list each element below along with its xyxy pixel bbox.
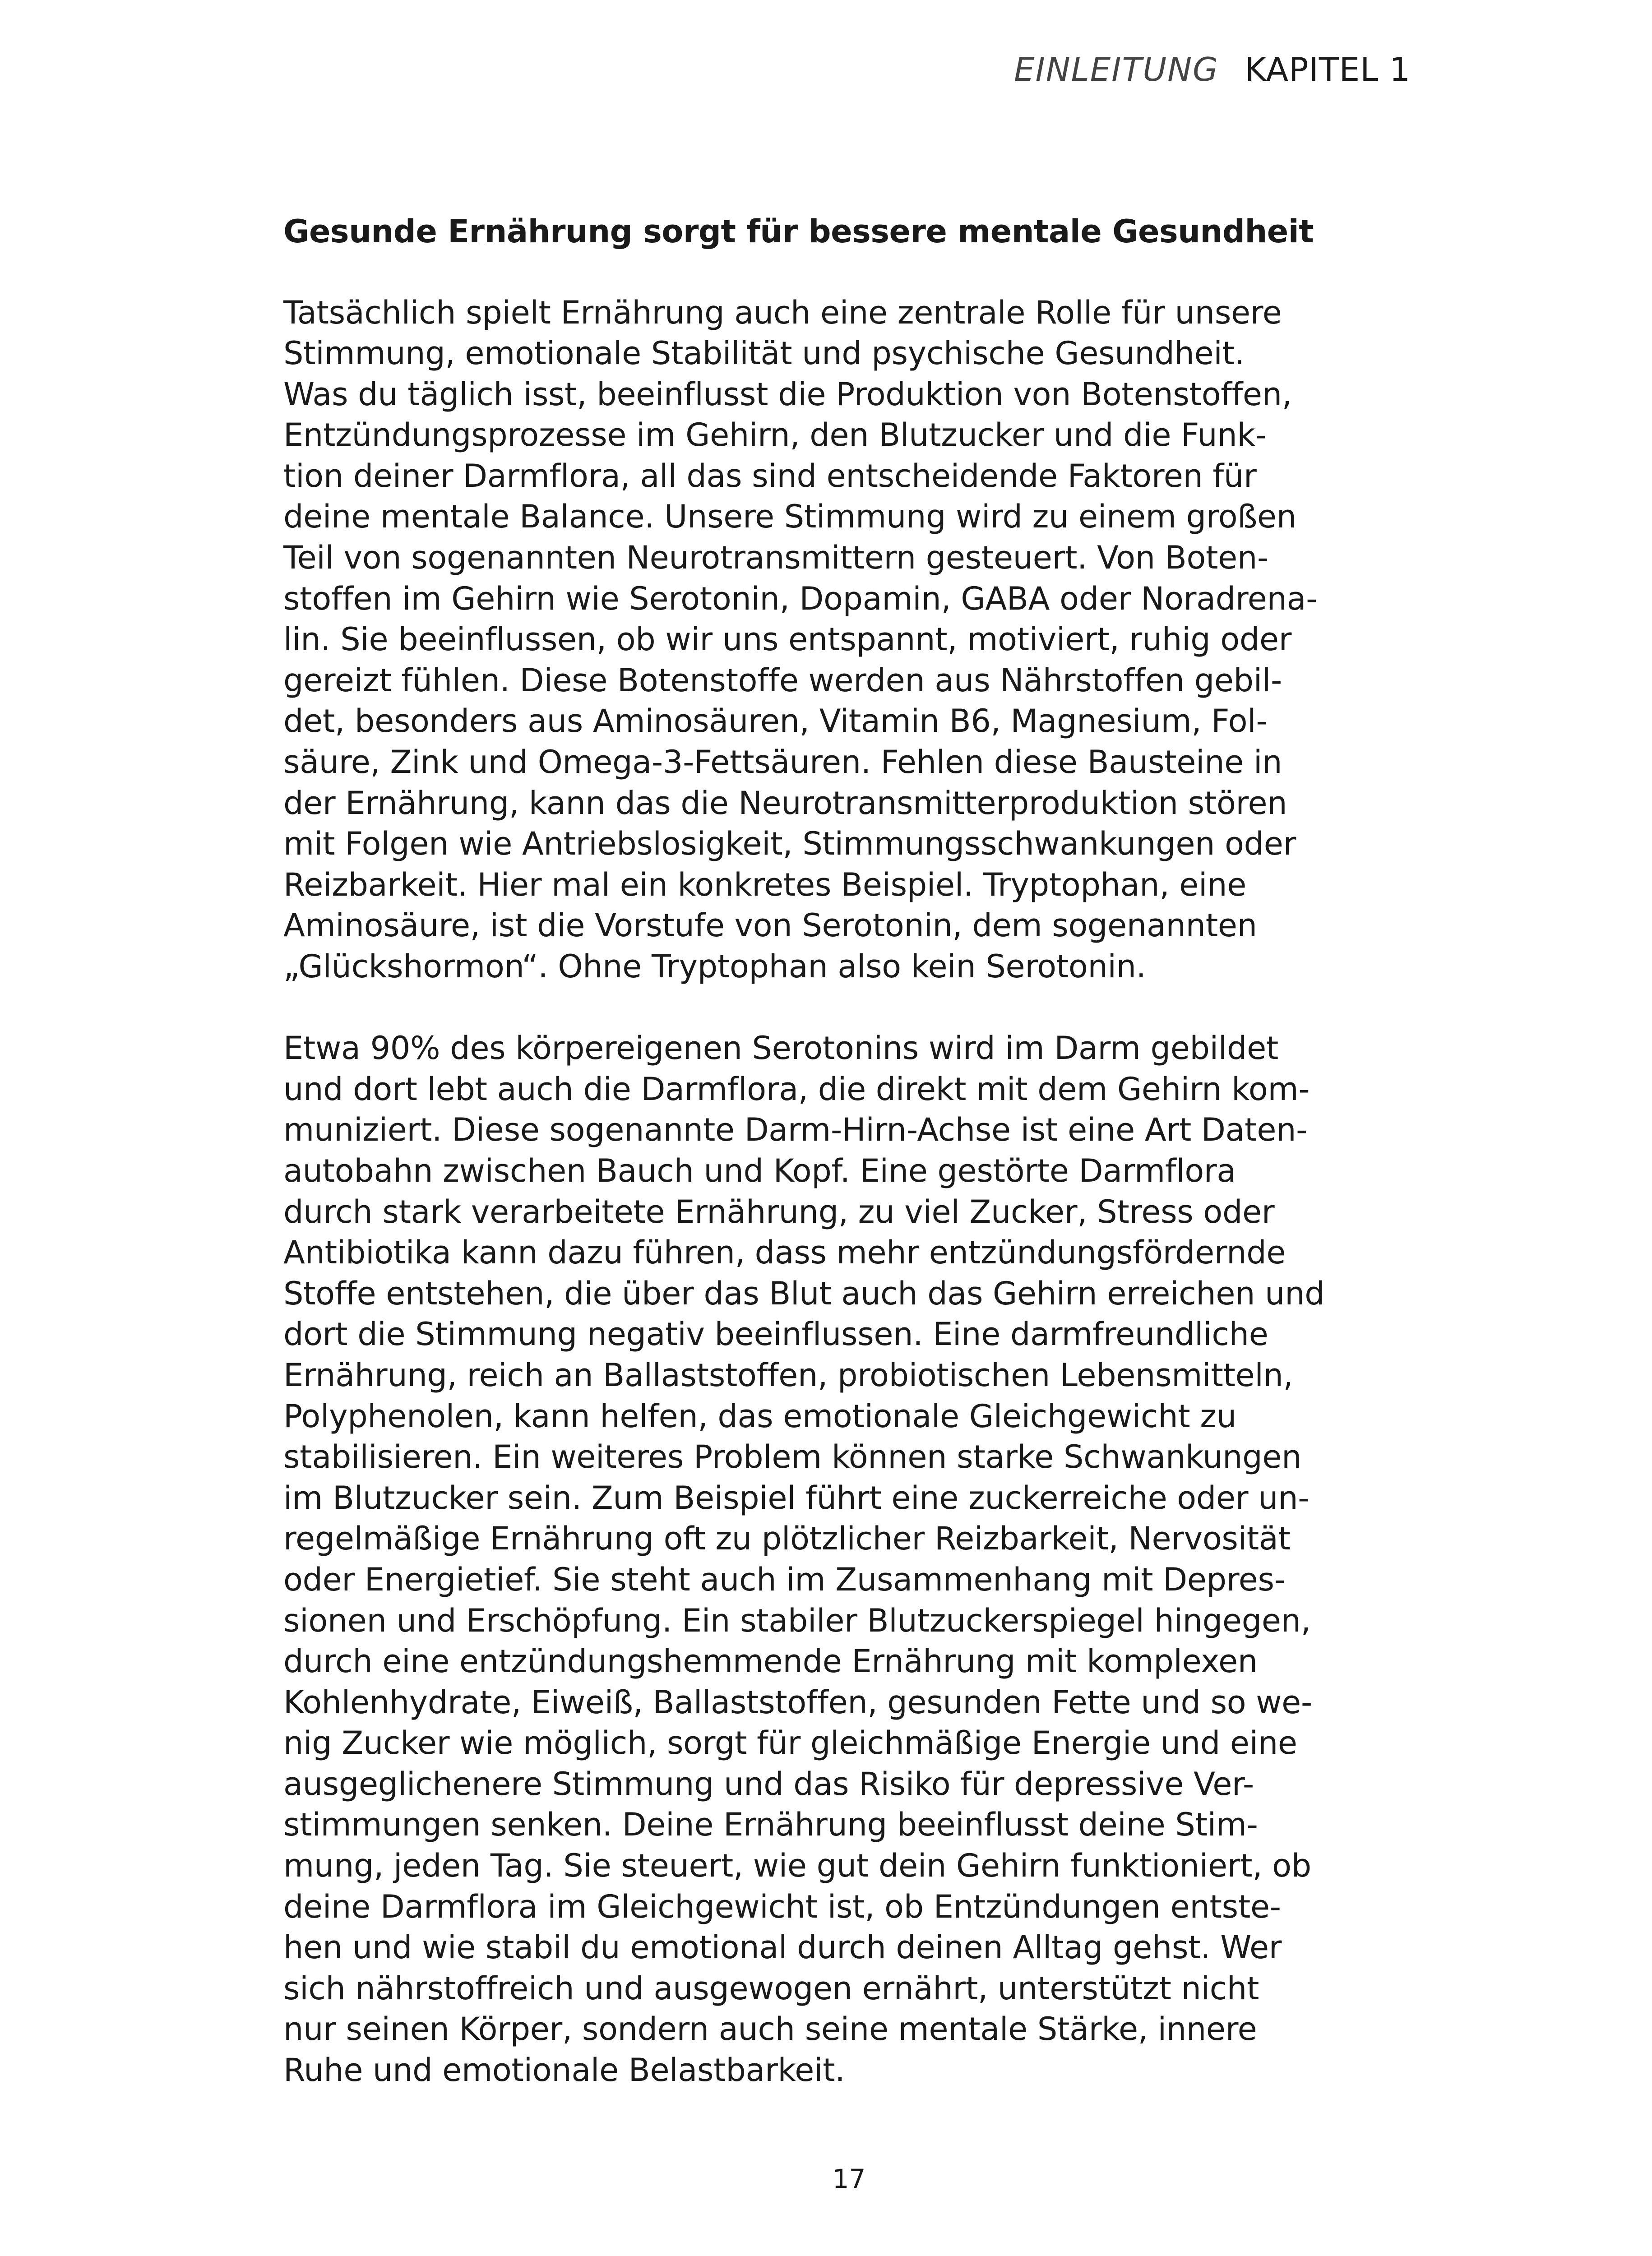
page-number: 17 <box>832 2164 866 2194</box>
running-head-section: EINLEITUNG <box>1014 51 1219 88</box>
article-body <box>283 212 1421 2091</box>
running-head-chapter: KAPITEL 1 <box>1245 51 1411 88</box>
paragraph-1: Tatsächlich spielt Ernährung auch eine zentrale Rolle für unsere Stimmung, emotionale Stabilität und psychische Gesundheit. Was du täglich isst, beeinflusst die Produktion von Botenstoffen, Entzündungsprozesse im Gehirn, den Blutzucker und die Funk- tion deiner Darmflora, all das sind entscheidende Faktoren für deine mentale Balance. Unsere Stimmung wird zu einem großen Teil von sogenannten Neurotransmittern gesteuert. Von Boten- stoffen im Gehirn wie Serotonin, Dopamin, GABA oder Noradrena- lin. Sie beeinflussen, ob wir uns entspannt, motiviert, ruhig oder gereizt fühlen. Diese Botenstoffe werden aus Nährstoffen gebil- det, besonders aus Aminosäuren, Vitamin B6, Magnesium, Fol- säure, Zink und Omega-3-Fettsäuren. Fehlen diese Bausteine in der Ernährung, kann das die Neurotransmitterproduktion stören mit Folgen wie Antriebslosigkeit, Stimmungsschwankungen oder Reizbarkeit. Hier mal ein konkretes Beispiel. Tryptophan, eine Aminosäure, ist die Vorstufe von Serotonin, dem sogenannten „Glückshormon“. Ohne Tryptophan also kein Serotonin. <box>283 294 1318 985</box>
paragraph-2: Etwa 90% des körpereigenen Serotonins wird im Darm gebildet und dort lebt auch die Darmflora, die direkt mit dem Gehirn kom- muniziert. Diese sogenannte Darm-Hirn-Achse ist eine Art Daten- autobahn zwischen Bauch und Kopf. Eine gestörte Darmflora durch stark verarbeitete Ernährung, zu viel Zucker, Stress oder Antibiotika kann dazu führen, dass mehr entzündungsfördernde Stoffe entstehen, die über das Blut auch das Gehirn erreichen und dort die Stimmung negativ beeinflussen. Eine darmfreundliche Ernährung, reich an Ballaststoffen, probiotischen Lebensmitteln, Polyphenolen, kann helfen, das emotionale Gleichgewicht zu stabilisieren. Ein weiteres Problem können starke Schwankungen im Blutzucker sein. Zum Beispiel führt eine zuckerreiche oder un- regelmäßige Ernährung oft zu plötzlicher Reizbarkeit, Nervosität oder Energietief. Sie steht auch im Zusammenhang mit Depres- sionen und Erschöpfung. Ein stabiler Blutzuckerspiegel hingegen, durch eine entzündungshemmende Ernährung mit komplexen Kohlenhydrate, Eiweiß, Ballaststoffen, gesunden Fette und so we- nig Zucker wie möglich, sorgt für gleichmäßige Energie und eine ausgeglichenere Stimmung und das Risiko für depressive Ver- stimmungen senken. Deine Ernährung beeinflusst deine Stim- mung, jeden Tag. Sie steuert, wie gut dein Gehirn funktioniert, ob deine Darmflora im Gleichgewicht ist, ob Entzündungen entste- hen und wie stabil du emotional durch deinen Alltag gehst. Wer sich nährstoffreich und ausgewogen ernährt, unterstützt nicht nur seinen Körper, sondern auch seine mentale Stärke, innere Ruhe und emotionale Belastbarkeit. <box>283 1030 1325 2089</box>
section-heading: Gesunde Ernährung sorgt für bessere mentale Gesundheit <box>283 213 1314 250</box>
running-head <box>1014 53 1411 86</box>
